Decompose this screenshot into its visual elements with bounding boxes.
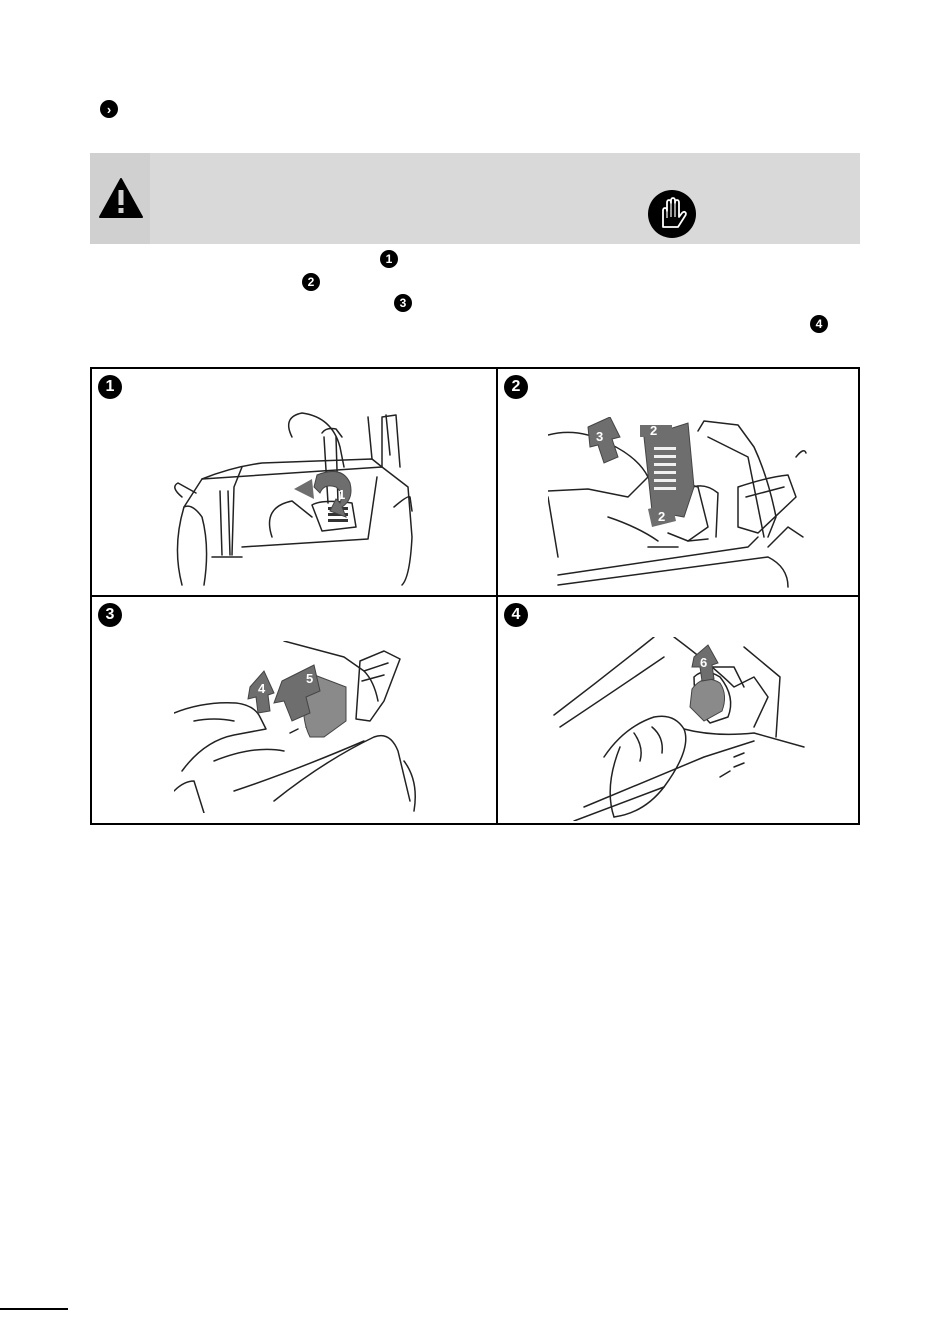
arrow-label-6: 6 bbox=[700, 655, 708, 670]
figure-panel-2 bbox=[498, 369, 858, 597]
arrow-label-4: 4 bbox=[258, 681, 266, 696]
step-marker-3: 3 bbox=[394, 294, 412, 312]
step-marker-2: 2 bbox=[302, 273, 320, 291]
panel-number-3: 3 bbox=[98, 603, 122, 627]
figure-panel-3 bbox=[92, 597, 498, 823]
gloves-icon bbox=[647, 189, 697, 239]
panel-number-1: 1 bbox=[98, 375, 122, 399]
panel-number-2: 2 bbox=[504, 375, 528, 399]
figure-panel-4 bbox=[498, 597, 858, 823]
robot-filter-removal-illustration bbox=[548, 417, 808, 589]
instruction-figure-grid bbox=[90, 367, 860, 825]
warning-triangle-icon bbox=[98, 176, 144, 220]
bullet-chevron-icon: › bbox=[100, 100, 118, 118]
panel-number-4: 4 bbox=[504, 603, 528, 627]
arrow-label-2a: 2 bbox=[650, 423, 658, 438]
warning-box bbox=[90, 153, 860, 244]
robot-filter-unlock-illustration bbox=[172, 407, 422, 589]
step-marker-1: 1 bbox=[380, 250, 398, 268]
filter-cover-removal-illustration bbox=[174, 641, 424, 813]
arrow-label-1: 1 bbox=[338, 487, 346, 502]
arrow-label-2b: 2 bbox=[658, 509, 666, 524]
figure-panel-1 bbox=[92, 369, 498, 597]
arrow-label-3: 3 bbox=[596, 429, 604, 444]
footer-rule bbox=[0, 1308, 68, 1310]
arrow-label-5: 5 bbox=[306, 671, 314, 686]
hook-removal-illustration bbox=[544, 637, 806, 821]
step-marker-4: 4 bbox=[810, 315, 828, 333]
